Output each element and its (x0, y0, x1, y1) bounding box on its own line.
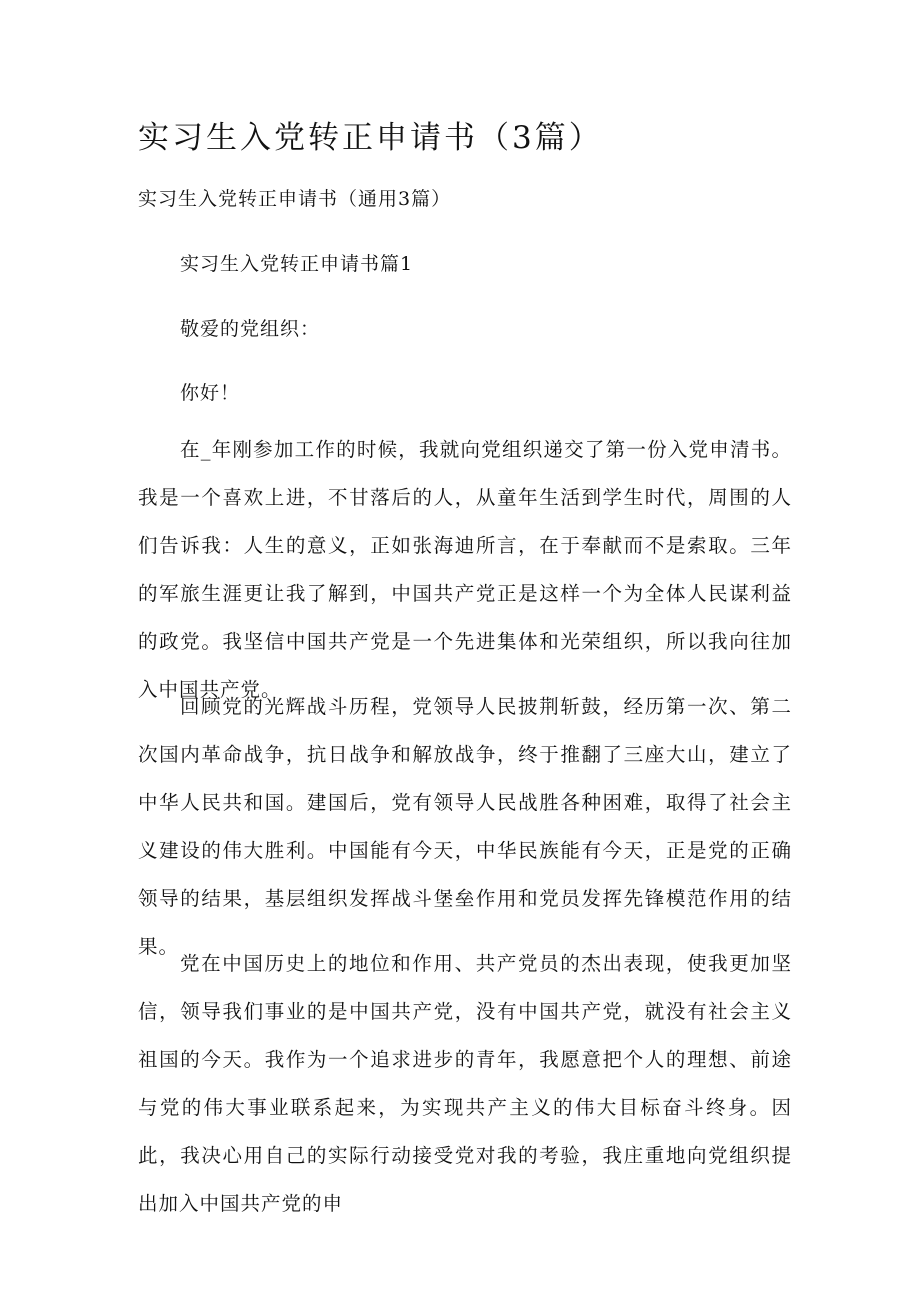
section-heading: 实习生入党转正申请书篇1 (180, 253, 414, 275)
greeting: 你好！ (180, 382, 241, 404)
document-title: 实习生入党转正申请书（3篇） (138, 120, 603, 156)
salutation: 敬爱的党组织： (180, 318, 321, 340)
body-paragraph-3: 党在中国历史上的地位和作用、共产党员的杰出表现，使我更加坚信，领导我们事业的是中国共产党，没有中国共产党，就没有社会主义祖国的今天。我作为一个追求进步的青年，我愿意把个人的理想、前途与党的伟大事业联系起来，为实现共产主义的伟大目标奋斗终身。因此，我决心用自己的实际行动接受党对我的考验，我庄重地向党组织提出加入中国共产党的申 (138, 952, 792, 1215)
body-paragraph-2: 回顾党的光辉战斗历程，党领导人民披荆斩鼓，经历第一次、第二次国内革命战争，抗日战争和解放战争，终于推翻了三座大山，建立了中华人民共和国。建国后，党有领导人民战胜各种困难，取得了社会主义建设的伟大胜利。中国能有今天，中华民族能有今天，正是党的正确领导的结果，基层组织发挥战斗堡垒作用和党员发挥先锋模范作用的结果。 (138, 695, 792, 958)
document-subtitle: 实习生入党转正申请书（通用3篇） (138, 188, 452, 210)
body-paragraph-1: 在_年刚参加工作的时候，我就向党组织递交了第一份入党申清书。我是一个喜欢上进，不甘落后的人，从童年生活到学生时代，周围的人们告诉我：人生的意义，正如张海迪所言，在于奉献而不是索取。三年的军旅生涯更让我了解到，中国共产党正是这样一个为全体人民谋利益的政党。我坚信中国共产党是一个先进集体和光荣组织，所以我向往加入中国共产党。 (138, 438, 792, 701)
